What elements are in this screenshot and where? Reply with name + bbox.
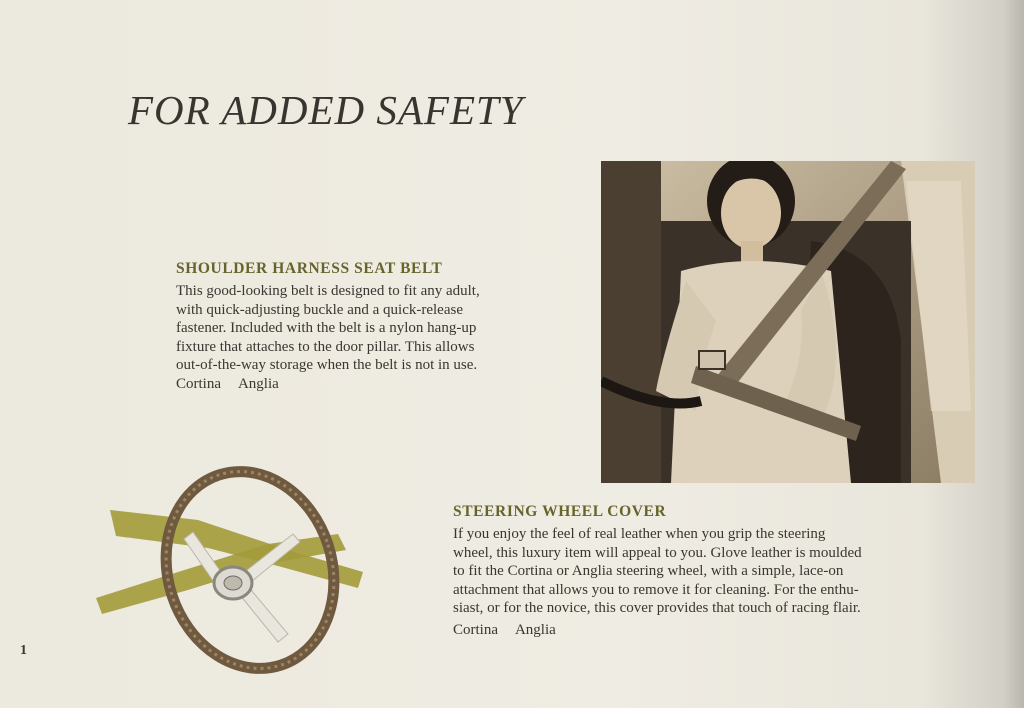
steering-wheel-description [453, 525, 973, 618]
woman-wearing-seat-belt-photo [601, 161, 975, 483]
text-line: to fit the Cortina or Anglia steering wheel, with a simple, lace-on [453, 563, 844, 580]
steering-wheel-artwork [88, 462, 378, 677]
steering-wheel-illustration [88, 462, 378, 677]
steering-wheel-models [453, 622, 570, 639]
page-title: FOR ADDED SAFETY [128, 87, 524, 133]
seat-belt-description [176, 282, 570, 375]
model-name: Cortina [453, 622, 498, 638]
section-heading-steering-wheel: STEERING WHEEL COVER [453, 503, 667, 520]
section-heading-seat-belt: SHOULDER HARNESS SEAT BELT [176, 260, 443, 277]
model-name: Cortina [176, 376, 221, 392]
text-line: fixture that attaches to the door pillar. This allows [176, 338, 475, 355]
text-line: out-of-the-way storage when the belt is not in use. [176, 357, 478, 374]
text-line: siast, or for the novice, this cover provides that touch of racing flair. [453, 600, 861, 617]
page-number: 1 [20, 643, 27, 658]
text-line: wheel, this luxury item will appeal to you. Glove leather is moulded [453, 544, 862, 561]
bleed-through-text [586, 82, 598, 129]
text-line: This good-looking belt is designed to fit any adult, [176, 283, 480, 299]
photo-artwork [601, 161, 975, 483]
model-name: Anglia [514, 622, 556, 638]
model-name: Anglia [237, 376, 279, 392]
text-line: fastener. Included with the belt is a nylon hang-up [176, 320, 477, 337]
seat-belt-models [176, 376, 293, 393]
text-line: attachment that allows you to remove it for cleaning. For the enthu- [453, 581, 859, 598]
text-line: with quick-adjusting buckle and a quick-release [176, 301, 463, 318]
text-line: If you enjoy the feel of real leather when you grip the steering [453, 526, 826, 542]
